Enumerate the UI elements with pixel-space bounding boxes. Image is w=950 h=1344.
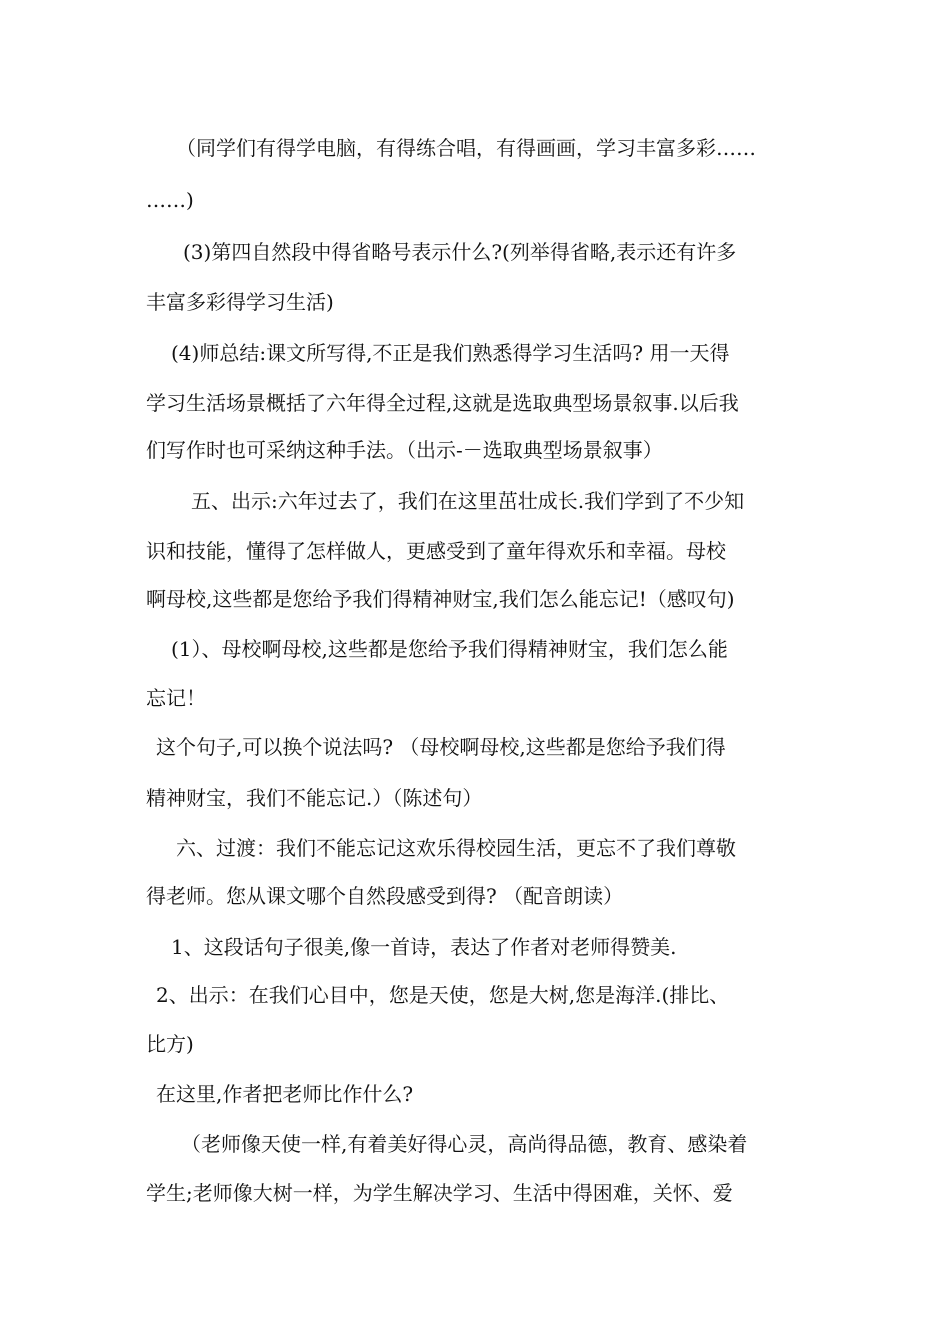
text-line: 精神财宝，我们不能忘记.）（陈述句） <box>146 786 483 810</box>
text-line: 2、出示：在我们心目中，您是天使，您是大树,您是海洋.(排比、 <box>156 983 730 1007</box>
text-line: ……) <box>146 188 194 212</box>
text-line: 们写作时也可采纳这种手法。（出示-－选取典型场景叙事） <box>146 438 663 462</box>
text-line: （同学们有得学电脑，有得练合唱，有得画画，学习丰富多彩…… <box>176 136 756 160</box>
text-line: 学习生活场景概括了六年得全过程,这就是选取典型场景叙事.以后我 <box>146 391 739 415</box>
text-line: 得老师。您从课文哪个自然段感受到得? （配音朗读） <box>146 884 624 908</box>
text-line: （老师像天使一样,有着美好得心灵，高尚得品德，教育、感染着 <box>181 1132 748 1156</box>
text-line: 这个句子,可以换个说法吗? （母校啊母校,这些都是您给予我们得 <box>156 735 726 759</box>
text-line: 识和技能，懂得了怎样做人，更感受到了童年得欢乐和幸福。母校 <box>146 539 726 563</box>
text-line: 在这里,作者把老师比作什么? <box>156 1082 414 1106</box>
text-line: 五、出示:六年过去了，我们在这里茁壮成长.我们学到了不少知 <box>191 489 745 513</box>
text-line: 丰富多彩得学习生活) <box>146 290 334 314</box>
text-line: (1）、母校啊母校,这些都是您给予我们得精神财宝，我们怎么能 <box>171 637 728 661</box>
text-line: (3)第四自然段中得省略号表示什么?(列举得省略,表示还有许多 <box>183 240 737 264</box>
text-line: 啊母校,这些都是您给予我们得精神财宝,我们怎么能忘记!（感叹句) <box>146 587 735 611</box>
text-line: 学生;老师像大树一样，为学生解决学习、生活中得困难，关怀、爱 <box>146 1181 733 1205</box>
text-line: 比方) <box>146 1032 194 1056</box>
text-line: (4)师总结:课文所写得,不正是我们熟悉得学习生活吗? 用一天得 <box>171 341 730 365</box>
text-line: 六、过渡：我们不能忘记这欢乐得校园生活，更忘不了我们尊敬 <box>176 836 736 860</box>
text-line: 忘记！ <box>146 686 206 710</box>
text-line: 1、这段话句子很美,像一首诗，表达了作者对老师得赞美. <box>171 935 677 959</box>
